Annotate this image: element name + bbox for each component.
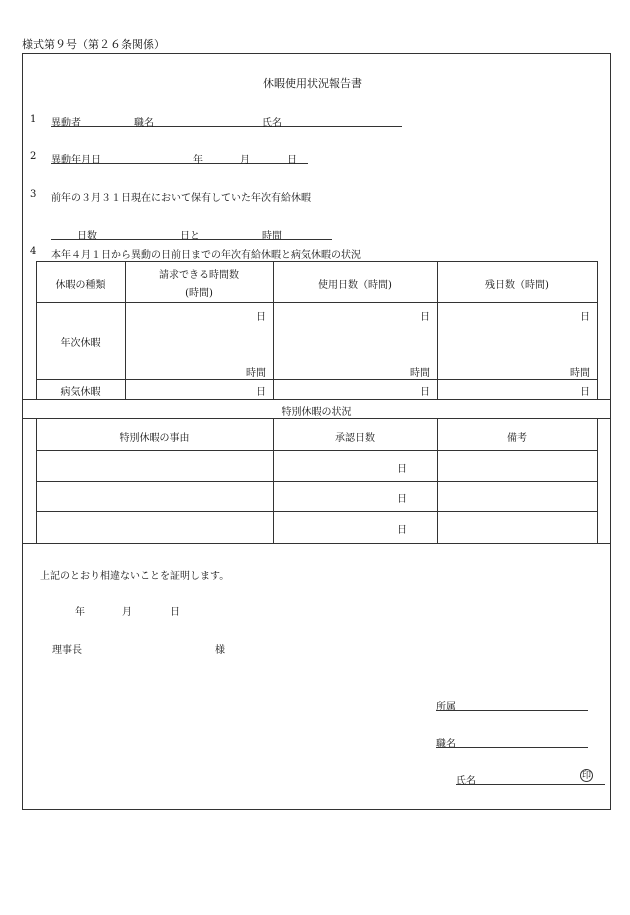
annual-used-day-unit: 日	[420, 312, 430, 323]
item1-number: 1	[30, 114, 37, 125]
leave-type-header: 休暇の種類	[55, 280, 106, 291]
hours-label: 時間	[262, 231, 282, 242]
signer-name-underline	[456, 784, 605, 785]
remaining-days-header: 残日数（時間)	[485, 280, 549, 291]
chairman-label: 理事長	[52, 645, 82, 656]
leave-table-right	[597, 261, 598, 399]
item3-number: 3	[30, 189, 37, 200]
special-row1-bottom	[36, 481, 597, 482]
special-table-bottom	[22, 543, 611, 544]
annual-claimable-hour-unit: 時間	[246, 368, 266, 379]
name-label: 氏名	[262, 118, 282, 129]
special-approved-header: 承認日数	[335, 433, 375, 444]
item2-number: 2	[30, 151, 37, 162]
signer-post-label: 職名	[436, 739, 456, 750]
certify-day: 日	[170, 607, 180, 618]
item4-text: 本年４月１日から異動の日前日までの年次有給休暇と病気休暇の状況	[51, 250, 361, 261]
year-label: 年	[193, 155, 203, 166]
annual-remaining-hour-unit: 時間	[570, 368, 590, 379]
item4-number: 4	[30, 246, 37, 257]
annual-used-hour-unit: 時間	[410, 368, 430, 379]
form-number: 様式第９号（第２６条関係）	[22, 38, 165, 51]
special-table-top	[22, 418, 611, 419]
affiliation-underline	[436, 710, 588, 711]
sick-leave-label: 病気休暇	[60, 387, 101, 398]
sama-label: 様	[215, 645, 225, 656]
special-section-title: 特別休暇の状況	[281, 407, 352, 418]
month-label: 月	[240, 155, 250, 166]
days-label: 日数	[77, 231, 97, 242]
transferee-label: 異動者	[51, 118, 81, 129]
annual-leave-label: 年次休暇	[60, 338, 101, 349]
special-row3-day-unit: 日	[397, 525, 407, 536]
special-section-top	[22, 399, 611, 400]
special-row2-bottom	[36, 511, 597, 512]
item3-text: 前年の３月３１日現在において保有していた年次有給休暇	[51, 193, 311, 204]
seal-mark: 印	[581, 771, 591, 781]
certify-statement: 上記のとおり相違ないことを証明します。	[40, 571, 230, 582]
annual-claimable-day-unit: 日	[256, 312, 266, 323]
item2-underline	[51, 163, 308, 164]
leave-table-top	[36, 261, 597, 262]
item3-underline	[51, 239, 332, 240]
certify-month: 月	[122, 607, 132, 618]
special-row2-day-unit: 日	[397, 494, 407, 505]
claimable-header-2: (時間)	[185, 288, 213, 299]
special-remarks-header: 備考	[507, 433, 527, 444]
transfer-date-label: 異動年月日	[51, 155, 101, 166]
special-header-bottom	[36, 450, 597, 451]
form-title: 休暇使用状況報告書	[263, 77, 362, 90]
special-reason-header: 特別休暇の事由	[119, 433, 190, 444]
annual-remaining-day-unit: 日	[580, 312, 590, 323]
special-table-right	[597, 418, 598, 543]
day-label: 日	[287, 155, 297, 166]
certify-year: 年	[75, 607, 85, 618]
post-label: 職名	[134, 118, 154, 129]
leave-table-annual-bottom	[36, 379, 597, 380]
item1-underline	[51, 126, 402, 127]
special-row1-day-unit: 日	[397, 464, 407, 475]
sick-remaining-day-unit: 日	[580, 387, 590, 398]
days-and-label: 日と	[180, 231, 200, 242]
signer-name-label: 氏名	[456, 776, 476, 787]
leave-table-header-bottom	[36, 302, 597, 303]
sick-claimable-day-unit: 日	[256, 387, 266, 398]
affiliation-label: 所属	[436, 702, 456, 713]
claimable-header-1: 請求できる時間数	[159, 270, 239, 281]
sick-used-day-unit: 日	[420, 387, 430, 398]
signer-post-underline	[436, 747, 588, 748]
used-days-header: 使用日数（時間)	[318, 280, 392, 291]
